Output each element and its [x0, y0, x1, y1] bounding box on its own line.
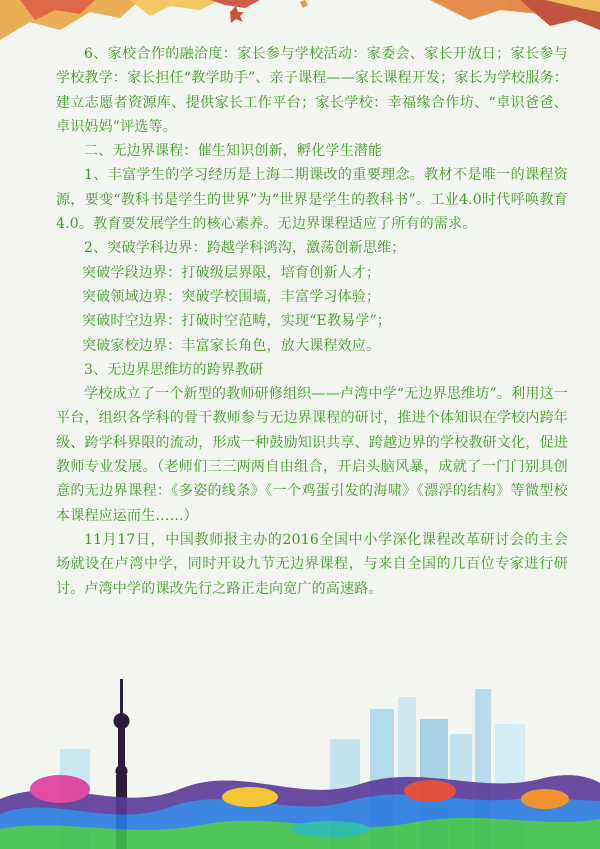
paragraph: 1、丰富学生的学习经历是上海二期课改的重要理念。教材不是唯一的课程资源，要变“教科书是学生的世界”为“世界是学生的教科书”。工业4.0时代呼唤教育4.0。教育要发展学生的核心素养。无边界课程适应了所有的需求。 [56, 167, 568, 233]
city-skyline-watercolor [0, 679, 600, 849]
paragraph: 突破领域边界：突破学校围墙，丰富学习体验； [82, 288, 381, 305]
paragraph: 2、突破学科边界：跨越学科鸿沟，激荡创新思维； [84, 240, 406, 257]
paragraph: 突破学段边界：打破级层界限，培育创新人才； [82, 264, 381, 281]
paragraph: 3、无边界思维坊的跨界教研 [84, 361, 264, 378]
paragraph: 突破时空边界：打破时空范畴，实现“E教易学”； [82, 313, 392, 330]
paragraph: 11月17日，中国教师报主办的2016全国中小学深化课程改革研讨会的主会场就设在卢湾中学，同时开设九节无边界课程，与来自全国的几百位专家进行研讨。卢湾中学的课改先行之路正走向宽广的高速路。 [56, 531, 568, 597]
paragraph: 6、家校合作的融洽度：家长参与学校活动：家委会、家长开放日；家长参与学校教学：家长担任“教学助手”、亲子课程——家长课程开发；家长为学校服务：建立志愿者资源库、提供家长工作平台；家长学校：幸福缘合作坊、“卓识爸爸、卓识妈妈”评选等。 [56, 46, 568, 135]
article-body [56, 42, 568, 601]
paragraph: 突破家校边界：丰富家长角色，放大课程效应。 [82, 337, 381, 354]
paragraph: 二、无边界课程：催生知识创新，孵化学生潜能 [84, 143, 383, 160]
paragraph: 学校成立了一个新型的教师研修组织——卢湾中学“无边界思维坊”。利用这一平台，组织各学科的骨干教师参与无边界课程的研讨，推进个体知识在学校内跨年级、跨学科界限的流动，形成一种鼓励知识共享、跨越边界的学校教研文化，促进教师专业发展。（老师们三三两两自由组合，开启头脑风暴，成就了一门门别具创意的无边界课程：《多姿的线条》《一个鸡蛋引发的海啸》《漂浮的结构》等微型校本课程应运而生……） [56, 386, 568, 524]
